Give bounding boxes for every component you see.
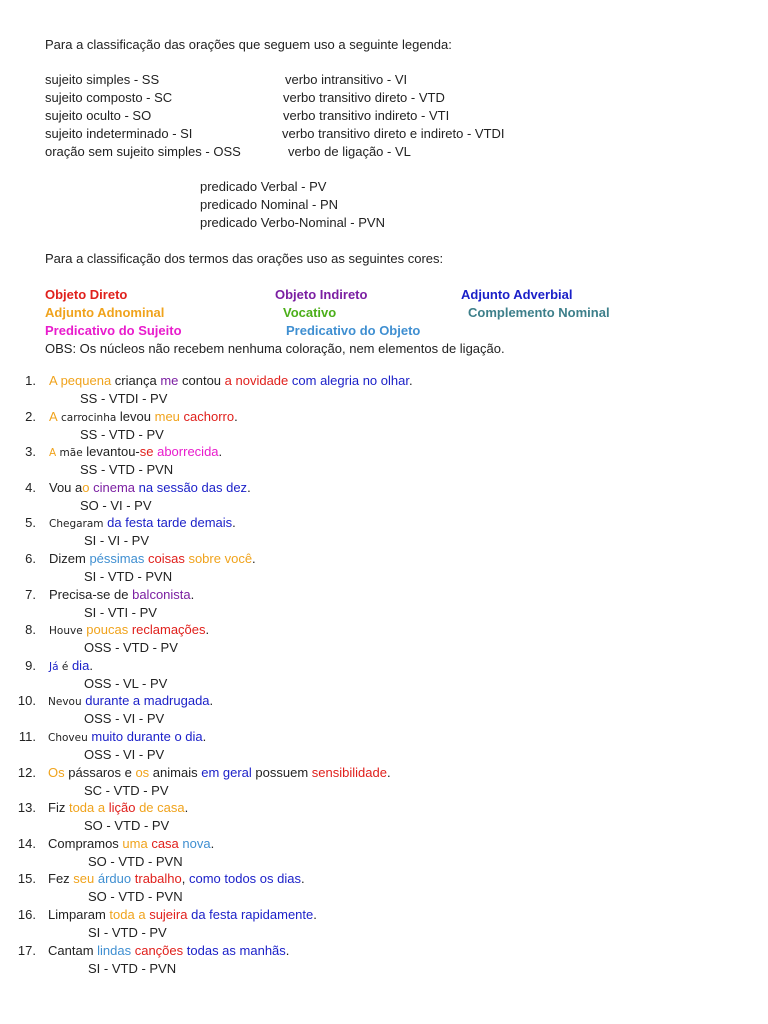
sentence-segment: .	[209, 693, 214, 708]
sentence-segment: levou	[116, 409, 155, 424]
item-number: 6.	[25, 551, 36, 566]
sentence-segment: sobre você	[184, 551, 253, 566]
item-classification: SI - VI - PV	[84, 533, 150, 548]
sentence-segment: da festa tarde demais	[103, 515, 233, 530]
sentence-segment: canções	[131, 943, 184, 958]
sentence-segment: possuem	[251, 765, 312, 780]
sentence-segment: reclamações	[128, 622, 206, 637]
sentence-segment: Vou a	[49, 480, 83, 495]
item-sentence	[49, 622, 209, 639]
sentence-segment: lição	[105, 800, 136, 815]
sentence-segment: A pequena	[49, 373, 112, 388]
sentence-segment: A	[49, 409, 58, 424]
legend-right-3: verbo transitivo indireto - VTI	[283, 108, 450, 123]
item-sentence	[48, 765, 391, 781]
sentence-segment: com alegria no olhar	[288, 373, 409, 388]
legend-adjunto-adverbial: Adjunto Adverbial	[461, 287, 573, 302]
legend-left-3: sujeito oculto - SO	[45, 108, 152, 123]
legend-left-4: sujeito indeterminado - SI	[45, 126, 193, 141]
legend-predicativo-sujeito: Predicativo do Sujeito	[45, 323, 182, 338]
sentence-segment: .	[184, 800, 189, 815]
sentence-segment: pássaros e	[64, 765, 136, 780]
sentence-segment: .	[386, 765, 391, 780]
sentence-segment: Limparam	[48, 907, 110, 922]
sentence-segment: .	[89, 658, 93, 673]
legend-right-1: verbo intransitivo - VI	[285, 72, 408, 87]
sentence-segment: é	[58, 661, 69, 673]
sentence-segment: .	[202, 729, 207, 744]
sentence-segment: Chegaram	[49, 518, 104, 530]
sentence-segment: casa	[147, 836, 179, 851]
item-classification: SI - VTD - PVN	[84, 569, 173, 584]
sentence-segment: me	[160, 373, 179, 388]
item-sentence	[48, 836, 214, 852]
sentence-segment: carrocinha	[57, 412, 117, 424]
sentence-segment: sujeira	[145, 907, 188, 922]
sentence-segment: Dizem	[49, 551, 90, 566]
predicado-verbal: predicado Verbal - PV	[200, 179, 327, 194]
sentence-segment: Nevou	[48, 696, 82, 708]
sentence-segment: péssimas	[89, 551, 145, 566]
item-number: 2.	[25, 409, 36, 424]
item-classification: SI - VTI - PV	[84, 605, 157, 620]
legend-objeto-direto: Objeto Direto	[45, 287, 128, 302]
sentence-segment: .	[408, 373, 413, 388]
item-number: 8.	[25, 622, 36, 637]
item-classification: OSS - VI - PV	[84, 711, 165, 726]
sentence-segment: animais	[149, 765, 202, 780]
item-number: 7.	[25, 587, 36, 602]
item-classification: SO - VTD - PV	[84, 818, 170, 833]
legend-predicativo-objeto: Predicativo do Objeto	[286, 323, 421, 338]
sentence-segment: poucas	[82, 622, 129, 637]
item-number: 11.	[18, 729, 36, 744]
sentence-segment: Fez	[48, 871, 74, 886]
sentence-segment: coisas	[144, 551, 185, 566]
sentence-segment: nova	[178, 836, 211, 851]
item-number: 15.	[17, 871, 36, 886]
legend-right-2: verbo transitivo direto - VTD	[283, 90, 445, 105]
sentence-segment: o	[82, 480, 90, 495]
sentence-segment: como todos os dias	[188, 871, 301, 886]
item-classification: OSS - VTD - PV	[84, 640, 178, 655]
item-classification: SS - VTD - PV	[80, 427, 164, 442]
item-classification: SS - VTD - PVN	[80, 462, 174, 477]
item-sentence	[49, 551, 256, 567]
item-sentence	[48, 871, 305, 887]
item-classification: SO - VTD - PVN	[88, 889, 183, 904]
sentence-segment: A	[49, 447, 57, 459]
legend-right-5: verbo de ligação - VL	[288, 144, 411, 159]
item-sentence	[48, 693, 213, 710]
item-sentence	[49, 587, 194, 603]
legend-right-4: verbo transitivo direto e indireto - VTDI	[282, 126, 505, 141]
intro-text: Para a classificação das orações que seguem uso a seguinte legenda:	[45, 37, 452, 52]
item-sentence	[49, 409, 238, 426]
item-number: 16.	[17, 907, 36, 922]
legend-left-2: sujeito composto - SC	[45, 90, 173, 105]
item-sentence	[49, 480, 251, 496]
sentence-segment: em geral	[201, 765, 252, 780]
sentence-segment: .	[210, 836, 215, 851]
item-classification: OSS - VI - PV	[84, 747, 165, 762]
item-sentence	[49, 444, 222, 461]
sentence-segment: .	[313, 907, 317, 922]
item-sentence	[48, 729, 206, 746]
sentence-segment: Choveu	[48, 732, 88, 744]
item-classification: OSS - VL - PV	[84, 676, 168, 691]
sentence-segment: Os	[48, 765, 65, 780]
item-classification: SO - VI - PV	[80, 498, 152, 513]
sentence-segment: ,	[181, 871, 189, 886]
predicado-verbo-nominal: predicado Verbo-Nominal - PVN	[200, 215, 385, 230]
legend-left-5: oração sem sujeito simples - OSS	[45, 144, 241, 159]
sentence-segment: todas as manhãs	[183, 943, 286, 958]
sentence-segment: árduo	[94, 871, 132, 886]
sentence-segment: cinema	[89, 480, 136, 495]
sentence-segment: .	[234, 409, 238, 424]
item-sentence	[48, 800, 188, 816]
sentence-segment: dia	[68, 658, 90, 673]
item-sentence	[48, 907, 317, 923]
sentence-segment: se	[139, 444, 154, 459]
item-number: 5.	[25, 515, 36, 530]
sentence-segment: muito durante o dia	[87, 729, 203, 744]
item-sentence	[49, 515, 236, 532]
sentence-segment: mãe	[56, 447, 83, 459]
sentence-segment: .	[252, 551, 256, 566]
sentence-segment: uma	[122, 836, 148, 851]
sentence-segment: na sessão das dez	[135, 480, 248, 495]
sentence-segment: toda a	[109, 907, 146, 922]
sentence-segment: .	[285, 943, 290, 958]
sentence-segment: os	[135, 765, 150, 780]
sentence-segment: cachorro	[179, 409, 235, 424]
sentence-segment: da festa rapidamente	[187, 907, 314, 922]
item-number: 4.	[25, 480, 36, 495]
sentence-segment: .	[205, 622, 210, 637]
item-number: 13.	[17, 800, 36, 815]
item-sentence	[49, 658, 93, 675]
sentence-segment: a novidade	[224, 373, 289, 388]
sentence-segment: Fiz	[48, 800, 69, 815]
obs-note: OBS: Os núcleos não recebem nenhuma coloração, nem elementos de ligação.	[45, 341, 505, 356]
sentence-segment: levantou-	[82, 444, 140, 459]
legend-adjunto-adnominal: Adjunto Adnominal	[45, 305, 165, 320]
item-classification: SC - VTD - PV	[84, 783, 169, 798]
sentence-segment: seu	[73, 871, 95, 886]
sentence-segment: sensibilidade	[311, 765, 387, 780]
item-classification: SO - VTD - PVN	[88, 854, 183, 869]
item-number: 9.	[25, 658, 36, 673]
item-number: 14.	[17, 836, 36, 851]
sentence-segment: criança	[111, 373, 161, 388]
legend-left-1: sujeito simples - SS	[45, 72, 160, 87]
sentence-segment: aborrecida	[153, 444, 219, 459]
sentence-segment: contou	[178, 373, 225, 388]
sentence-segment: durante a madrugada	[81, 693, 210, 708]
item-number: 1.	[25, 373, 36, 388]
item-number: 3.	[25, 444, 36, 459]
predicado-nominal: predicado Nominal - PN	[200, 197, 339, 212]
item-classification: SI - VTD - PVN	[88, 961, 177, 976]
colors-intro: Para a classificação dos termos das orações uso as seguintes cores:	[45, 251, 444, 266]
sentence-segment: .	[247, 480, 251, 495]
sentence-segment: Cantam	[48, 943, 98, 958]
sentence-segment: lindas	[97, 943, 132, 958]
sentence-segment: .	[232, 515, 236, 530]
item-number: 10.	[17, 693, 36, 708]
sentence-segment: Compramos	[48, 836, 123, 851]
legend-complemento-nominal: Complemento Nominal	[468, 305, 610, 320]
legend-vocativo: Vocativo	[283, 305, 337, 320]
item-classification: SS - VTDI - PV	[80, 391, 168, 406]
item-classification: SI - VTD - PV	[88, 925, 167, 940]
sentence-segment: Já	[49, 661, 59, 673]
sentence-segment: Precisa-se de	[49, 587, 133, 602]
item-sentence	[49, 373, 413, 389]
sentence-segment: .	[300, 871, 305, 886]
item-sentence	[48, 943, 289, 959]
sentence-segment: meu	[154, 409, 180, 424]
sentence-segment: Houve	[49, 625, 83, 637]
legend-objeto-indireto: Objeto Indireto	[275, 287, 368, 302]
item-number: 12.	[17, 765, 36, 780]
sentence-segment: trabalho	[131, 871, 182, 886]
sentence-segment: balconista	[132, 587, 191, 602]
item-number: 17.	[17, 943, 36, 958]
sentence-segment: .	[190, 587, 195, 602]
sentence-segment: toda a	[68, 800, 106, 815]
sentence-segment: de casa	[135, 800, 185, 815]
sentence-segment: .	[218, 444, 223, 459]
